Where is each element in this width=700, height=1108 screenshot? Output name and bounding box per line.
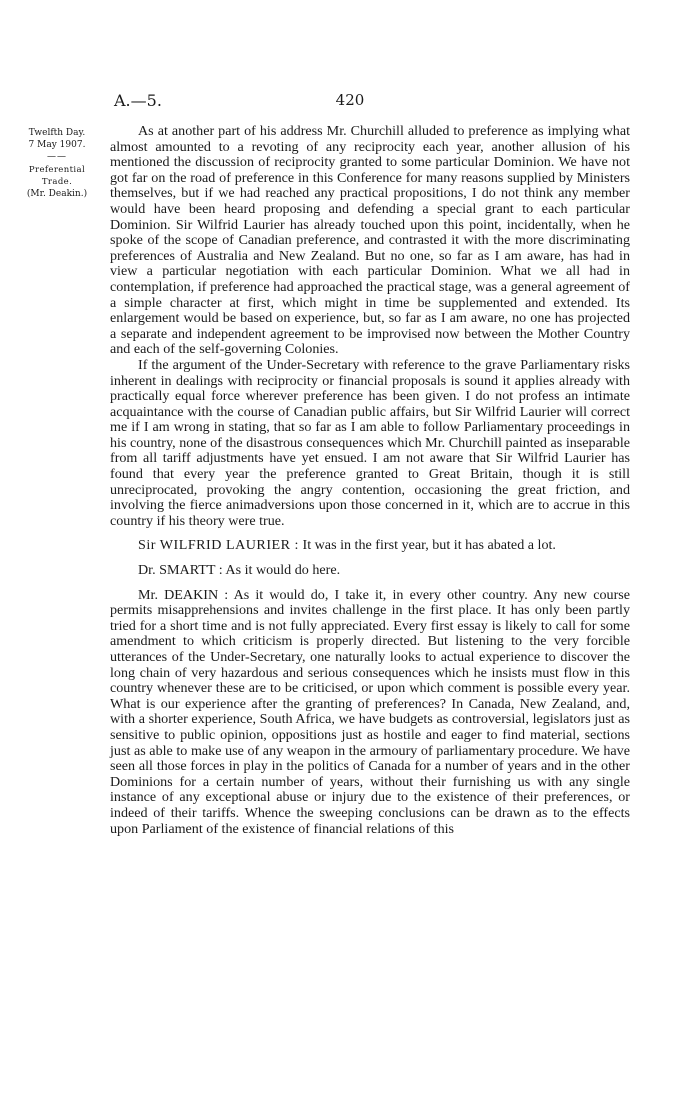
margin-note <box>14 127 100 200</box>
paragraph-text: As at another part of his address Mr. Churchill alluded to preference as implying what almost amounted to a revoting of any reciprocity each year, another allusion of his mentioned the discussion of reciprocity granted to some particular Dominion. We have not got far on the road of preference in this Conference for many reasons supplied by Ministers themselves, but if we had reached any practical propositions, I do not think any member would have been heard proposing and defending a special grant to each particular Dominion. Sir Wilfrid Laurier has already touched upon this point, incidentally, when he spoke of the scope of Canadian preference, and contrasted it with the more discriminating preferences of Australia and New Zealand. But no one, so far as I am aware, has had in view a particular negotiation with each particular Dominion. What we all had in contemplation, if preference had approached the practical stage, was a general agreement of a simple character at first, which might in time be supplemented and extended. Its enlargement would be based on experience, but, so far as I am aware, no one has projected a separate and independent agreement to be improvised now between the Mother Country and each of the self-governing Colonies. <box>110 123 630 358</box>
paragraph-text: As it would do here. <box>225 562 341 579</box>
paragraph-text: It was in the first year, but it has abated a lot. <box>302 537 556 554</box>
margin-separator: —— <box>47 152 67 163</box>
speaker-name: Mr. DEAKIN : <box>138 586 229 603</box>
paragraph-text: If the argument of the Under-Secretary with reference to the grave Parliamentary risks inherent in dealings with reciprocity or financial proposals is sound it applies already with practically equal force wherever preference has been given. I do not profess an intimate acquaintance with the course of Canadian public affairs, but Sir Wilfrid Laurier will correct me if I am wrong in stating, that so far as I am able to follow Parliamentary proceedings in his country, none of the disastrous consequences which Mr. Churchill painted as inseparable from all tariff adjustments have yet ensued. I am not aware that Sir Wilfrid Laurier has found that every year the preference granted to Great Britain, though it is still unreciprocated, provoking the angry contention, occasioning the great friction, and involving the fierce animadversions upon those concerned in it, which are to accrue in this country if his theory were true. <box>110 356 630 529</box>
speaker-name: Sir WILFRID LAURIER : <box>138 537 299 554</box>
body-text <box>110 124 630 837</box>
document-reference: A.—5. <box>114 91 162 110</box>
margin-speaker: (Mr. Deakin.) <box>26 189 88 200</box>
paragraph <box>110 538 630 554</box>
paragraph <box>110 358 630 530</box>
paragraph <box>110 124 630 358</box>
page-number: 420 <box>335 91 365 109</box>
speaker-name: Dr. SMARTT : <box>138 562 223 579</box>
margin-topic-line1: Preferential <box>28 164 86 175</box>
paragraph <box>110 563 630 579</box>
paragraph-text: As it would do, I take it, in every other country. Any new course permits misapprehensions and invites challenge in the first place. It has only been partly tried for a short time and is not fully appreciated. Every first essay is likely to call for some amendment to which criticism is properly directed. But listening to the very forcible utterances of the Under-Secretary, one naturally looks to actual experience to discover the long chain of very hazardous and serious consequences which he insists must flow in this country whenever these are to be criticised, or upon which comment is possible every year. What is our experience after the granting of preferences? In Canada, New Zealand, and, with a shorter experience, South Africa, we have budgets as controversial, legislators just as sensitive to public opinion, oppositions just as hostile and eager to find material, sections just as able to make use of any weapon in the armoury of parliamentary procedure. We have seen all those forces in play in the politics of Canada for a number of years and in the other Dominions for a certain number of years, without their furnishing us with any single instance of any exceptional abuse or injury due to the existence of their preferences, or indeed of their tariffs. Whence the sweeping conclusions can be drawn as to the effects upon Parliament of the existence of financial relations of this <box>110 586 630 837</box>
margin-day: Twelfth Day. <box>28 128 86 138</box>
paragraph <box>110 588 630 838</box>
margin-date: 7 May 1907. <box>28 140 86 151</box>
margin-topic-line2: Trade. <box>41 176 73 187</box>
